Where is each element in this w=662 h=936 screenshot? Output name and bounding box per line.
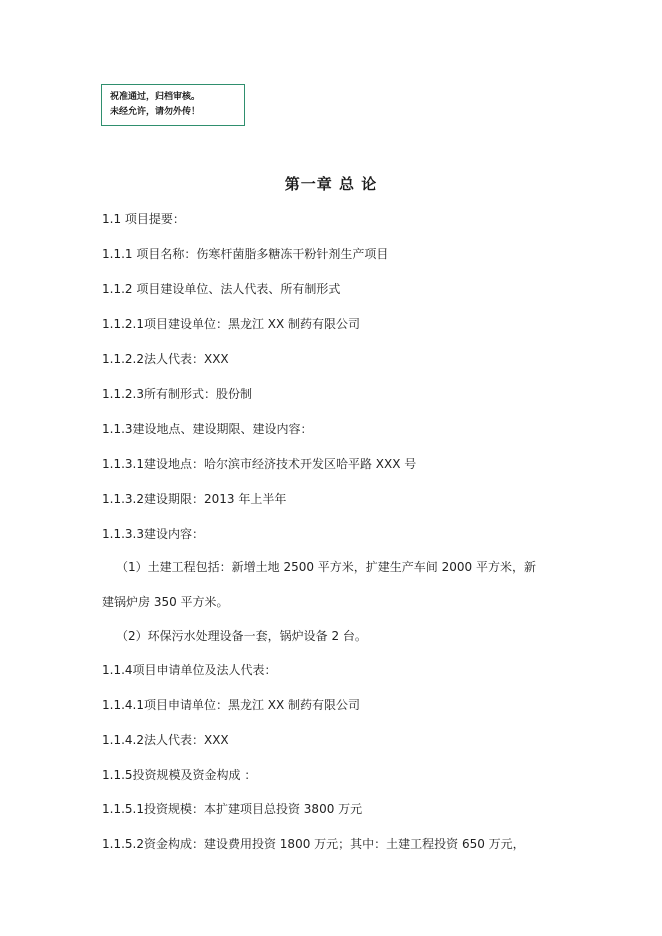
section-1-1: 1.1 项目提要： [102, 212, 185, 226]
section-1-1-4: 1.1.4项目申请单位及法人代表： [102, 663, 277, 677]
section-1-1-5-1: 1.1.5.1投资规模：本扩建项目总投资 3800 万元 [102, 802, 363, 816]
notice-line-2: 未经允许，请勿外传！ [110, 107, 201, 117]
section-1-1-3-1: 1.1.3.1建设地点：哈尔滨市经济技术开发区哈平路 XXX 号 [102, 457, 417, 471]
section-1-1-2: 1.1.2 项目建设单位、法人代表、所有制形式 [102, 282, 341, 296]
section-1-1-3-3: 1.1.3.3建设内容： [102, 527, 204, 541]
section-1-1-2-1: 1.1.2.1项目建设单位：黑龙江 XX 制药有限公司 [102, 317, 361, 331]
section-1-1-5-2: 1.1.5.2资金构成：建设费用投资 1800 万元；其中：土建工程投资 650 万元， [102, 837, 525, 851]
section-1-1-1: 1.1.1 项目名称：伤寒杆菌脂多糖冻干粉针剂生产项目 [102, 247, 389, 261]
section-1-1-4-1: 1.1.4.1项目申请单位：黑龙江 XX 制药有限公司 [102, 698, 361, 712]
construction-item-2: （2）环保污水处理设备一套，锅炉设备 2 台。 [116, 629, 367, 643]
notice-line-1: 祝准通过，归档审核。 [110, 92, 201, 102]
confidential-notice-box [101, 84, 245, 126]
section-1-1-4-2: 1.1.4.2法人代表：XXX [102, 733, 229, 747]
section-1-1-5: 1.1.5投资规模及资金构成 ： [102, 768, 257, 782]
section-1-1-2-2: 1.1.2.2法人代表：XXX [102, 352, 229, 366]
section-1-1-3: 1.1.3建设地点、建设期限、建设内容： [102, 422, 313, 436]
construction-item-1-cont: 建锅炉房 350 平方米。 [102, 595, 229, 609]
chapter-title: 第一章 总 论 [284, 175, 378, 193]
section-1-1-2-3: 1.1.2.3所有制形式：股份制 [102, 387, 252, 401]
section-1-1-3-2: 1.1.3.2建设期限：2013 年上半年 [102, 492, 287, 506]
construction-item-1: （1）土建工程包括：新增土地 2500 平方米，扩建生产车间 2000 平方米，新 [116, 560, 536, 574]
